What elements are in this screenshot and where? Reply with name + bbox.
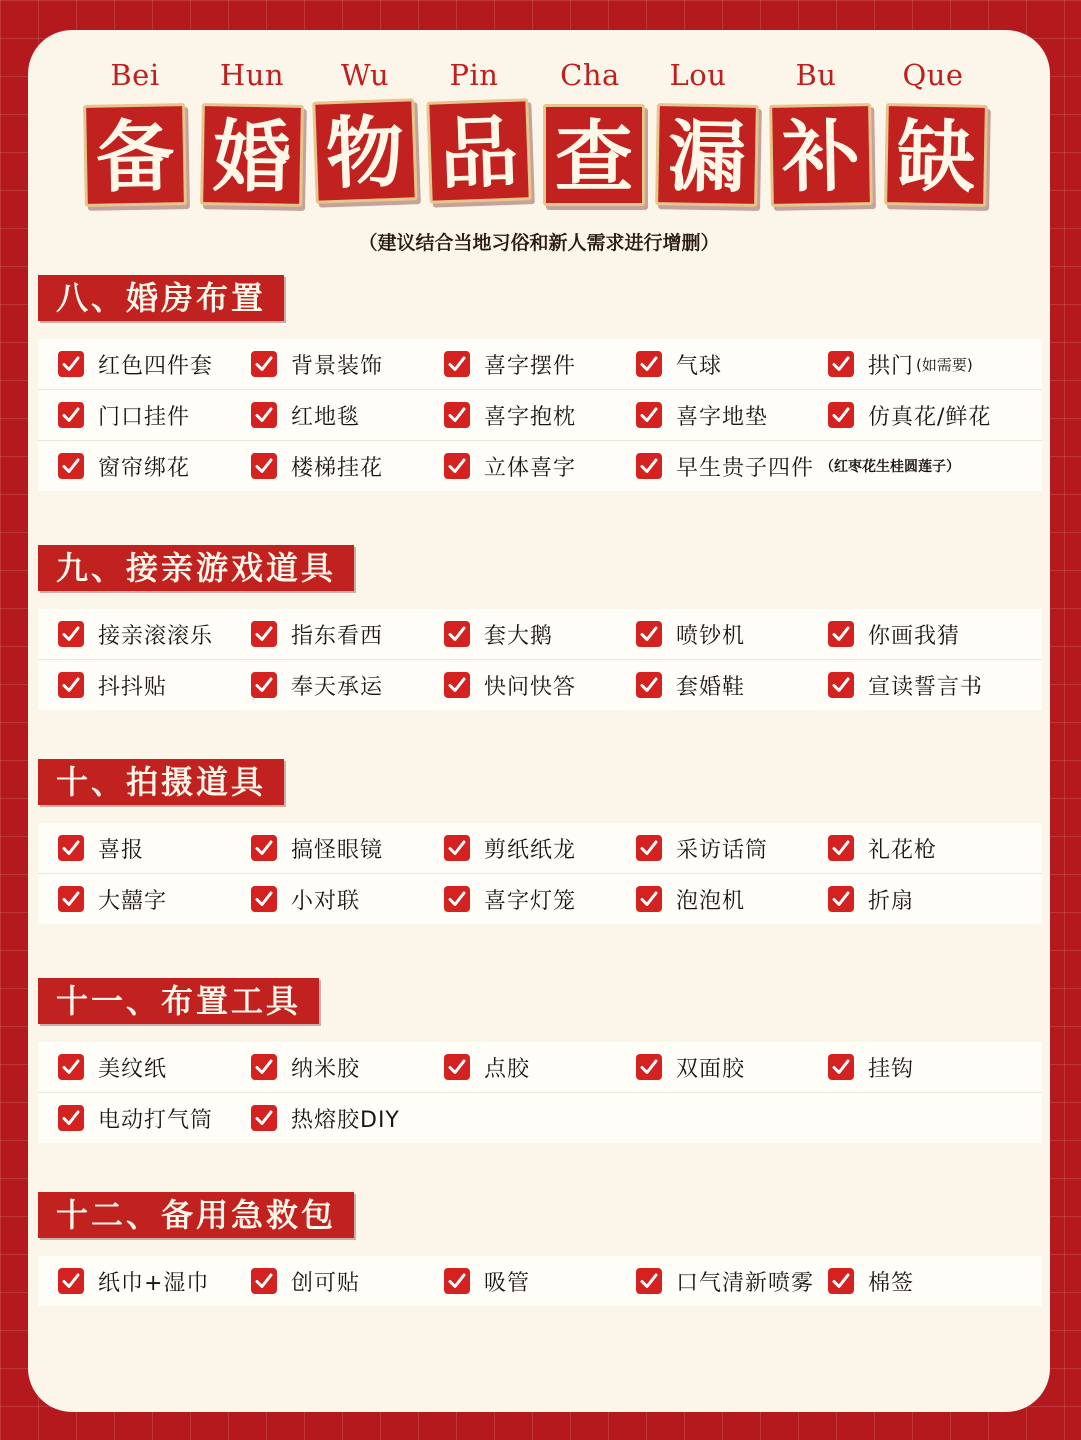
item-label: 电动打气筒 xyxy=(98,1107,214,1133)
item-label: 抖抖贴 xyxy=(98,674,168,700)
checklist-item[interactable] xyxy=(251,1256,360,1306)
checklist-item[interactable] xyxy=(251,874,360,924)
checkbox-checked-icon[interactable] xyxy=(636,621,662,647)
item-label: 美纹纸 xyxy=(98,1056,168,1082)
checkbox-checked-icon[interactable] xyxy=(58,621,84,647)
pinyin-bei: Bei xyxy=(110,58,160,92)
title-char: 婚 xyxy=(200,103,304,207)
checklist-item[interactable] xyxy=(636,390,768,440)
checklist-item[interactable] xyxy=(636,1042,745,1092)
checkbox-checked-icon[interactable] xyxy=(58,453,84,479)
checklist-item[interactable] xyxy=(251,339,383,389)
checkbox-checked-icon[interactable] xyxy=(58,672,84,698)
checkbox-checked-icon[interactable] xyxy=(828,835,854,861)
section-header: 九、接亲游戏道具 xyxy=(38,545,354,591)
checklist-item[interactable] xyxy=(636,823,768,873)
item-label: 宣读誓言书 xyxy=(868,674,984,700)
item-label: 奉天承运 xyxy=(291,674,384,700)
checkbox-checked-icon[interactable] xyxy=(444,351,470,377)
checklist-row xyxy=(38,660,1042,710)
checklist-item[interactable] xyxy=(828,390,991,440)
item-label: 纳米胶 xyxy=(291,1056,361,1082)
title-char: 缺 xyxy=(884,103,988,207)
item-label: 吸管 xyxy=(484,1270,531,1296)
checklist-row xyxy=(38,1042,1042,1093)
checkbox-checked-icon[interactable] xyxy=(444,1268,470,1294)
pinyin-cha: Cha xyxy=(560,58,620,92)
item-label: 剪纸纸龙 xyxy=(484,837,577,863)
item-label: 搞怪眼镜 xyxy=(291,837,384,863)
title-char: 备 xyxy=(83,103,187,207)
item-note: （红枣花生桂圆莲子） xyxy=(820,459,961,475)
checklist-row xyxy=(38,1093,1042,1143)
checklist-item[interactable] xyxy=(636,874,745,924)
checklist-item[interactable] xyxy=(58,1256,209,1306)
item-label: 套大鹅 xyxy=(484,623,554,649)
checkbox-checked-icon[interactable] xyxy=(636,1054,662,1080)
pinyin-wu: Wu xyxy=(340,58,390,92)
checkbox-checked-icon[interactable] xyxy=(251,1054,277,1080)
item-label: 口气清新喷雾 xyxy=(676,1270,815,1296)
item-label: 套婚鞋 xyxy=(676,674,746,700)
checklist-item[interactable] xyxy=(828,1042,914,1092)
checkbox-checked-icon[interactable] xyxy=(251,835,277,861)
checklist-section xyxy=(38,759,1042,924)
checklist-item[interactable] xyxy=(444,609,553,659)
section-rows xyxy=(38,1256,1042,1306)
item-label: 仿真花/鲜花 xyxy=(868,404,992,430)
item-label: 指东看西 xyxy=(291,623,384,649)
item-label: 红地毯 xyxy=(291,404,361,430)
checkbox-checked-icon[interactable] xyxy=(636,351,662,377)
item-label: 双面胶 xyxy=(676,1056,746,1082)
item-label: 点胶 xyxy=(484,1056,531,1082)
checkbox-checked-icon[interactable] xyxy=(636,453,662,479)
checklist-item[interactable] xyxy=(636,660,745,710)
checklist-item[interactable] xyxy=(251,390,360,440)
checkbox-checked-icon[interactable] xyxy=(636,835,662,861)
section-rows xyxy=(38,339,1042,491)
item-label: 喜报 xyxy=(98,837,145,863)
pinyin-pin: Pin xyxy=(449,58,499,92)
title-char: 补 xyxy=(769,103,873,207)
section-header: 八、婚房布置 xyxy=(38,275,284,321)
item-label: 礼花枪 xyxy=(868,837,938,863)
item-label: 快问快答 xyxy=(484,674,577,700)
checklist-item[interactable] xyxy=(251,1042,360,1092)
checkbox-checked-icon[interactable] xyxy=(636,1268,662,1294)
checklist-item[interactable] xyxy=(636,609,745,659)
checkbox-checked-icon[interactable] xyxy=(828,672,854,698)
item-label: 红色四件套 xyxy=(98,353,214,379)
checklist-item[interactable] xyxy=(444,660,576,710)
item-label: 接亲滚滚乐 xyxy=(98,623,214,649)
checkbox-checked-icon[interactable] xyxy=(251,1268,277,1294)
checklist-item[interactable] xyxy=(58,339,213,389)
item-label: 热熔胶DIY xyxy=(291,1107,400,1133)
item-label: 背景装饰 xyxy=(291,353,384,379)
checklist-item[interactable] xyxy=(636,441,960,491)
item-label: 大囍字 xyxy=(98,888,168,914)
checklist-row xyxy=(38,874,1042,924)
checklist-item[interactable] xyxy=(828,609,960,659)
checklist-item[interactable] xyxy=(444,874,576,924)
checkbox-checked-icon[interactable] xyxy=(444,453,470,479)
item-label: 喜字抱枕 xyxy=(484,404,577,430)
item-label: 喷钞机 xyxy=(676,623,746,649)
checkbox-checked-icon[interactable] xyxy=(828,402,854,428)
checklist-item[interactable] xyxy=(58,1093,213,1143)
item-note: (如需要) xyxy=(916,355,973,374)
checklist-item[interactable] xyxy=(58,660,167,710)
checkbox-checked-icon[interactable] xyxy=(58,1268,84,1294)
checkbox-checked-icon[interactable] xyxy=(251,621,277,647)
checkbox-checked-icon[interactable] xyxy=(58,402,84,428)
item-label: 折扇 xyxy=(868,888,915,914)
item-label: 你画我猜 xyxy=(868,623,961,649)
section-header: 十一、布置工具 xyxy=(38,978,319,1024)
checkbox-checked-icon[interactable] xyxy=(444,1054,470,1080)
item-label: 棉签 xyxy=(868,1270,915,1296)
checklist-item[interactable] xyxy=(444,441,576,491)
item-label: 泡泡机 xyxy=(676,888,746,914)
checkbox-checked-icon[interactable] xyxy=(828,886,854,912)
item-label: 创可贴 xyxy=(291,1270,361,1296)
item-label: 采访话筒 xyxy=(676,837,769,863)
checkbox-checked-icon[interactable] xyxy=(251,886,277,912)
checkbox-checked-icon[interactable] xyxy=(251,672,277,698)
checkbox-checked-icon[interactable] xyxy=(828,1054,854,1080)
item-label: 挂钩 xyxy=(868,1056,915,1082)
checklist-item[interactable] xyxy=(58,874,167,924)
checkbox-checked-icon[interactable] xyxy=(58,1105,84,1131)
checkbox-checked-icon[interactable] xyxy=(58,835,84,861)
checklist-item[interactable] xyxy=(58,1042,167,1092)
checkbox-checked-icon[interactable] xyxy=(58,886,84,912)
checkbox-checked-icon[interactable] xyxy=(828,351,854,377)
checklist-item[interactable] xyxy=(636,339,722,389)
checklist-row xyxy=(38,339,1042,390)
checklist-item[interactable] xyxy=(828,339,973,389)
checklist-item[interactable] xyxy=(251,1093,400,1143)
checklist-item[interactable] xyxy=(251,823,383,873)
checklist-item[interactable] xyxy=(58,823,144,873)
checklist-row xyxy=(38,390,1042,441)
checkbox-checked-icon[interactable] xyxy=(251,1105,277,1131)
item-label: 拱门 xyxy=(868,353,915,379)
checklist-section xyxy=(38,978,1042,1143)
checkbox-checked-icon[interactable] xyxy=(251,402,277,428)
checkbox-checked-icon[interactable] xyxy=(58,1054,84,1080)
section-header: 十二、备用急救包 xyxy=(38,1192,354,1238)
checklist-section xyxy=(38,1192,1042,1306)
title-char: 品 xyxy=(426,98,531,203)
checklist-section xyxy=(38,275,1042,491)
checklist-item[interactable] xyxy=(828,660,983,710)
checklist-section xyxy=(38,545,1042,710)
checkbox-checked-icon[interactable] xyxy=(444,621,470,647)
checklist-item[interactable] xyxy=(444,1042,530,1092)
item-label: 立体喜字 xyxy=(484,455,577,481)
checkbox-checked-icon[interactable] xyxy=(636,672,662,698)
checklist-row xyxy=(38,609,1042,660)
section-rows xyxy=(38,823,1042,924)
item-label: 早生贵子四件 xyxy=(676,455,815,481)
checklist-item[interactable] xyxy=(58,390,190,440)
checklist-item[interactable] xyxy=(251,441,383,491)
checklist-item[interactable] xyxy=(58,441,190,491)
section-rows xyxy=(38,1042,1042,1143)
checkbox-checked-icon[interactable] xyxy=(444,835,470,861)
checklist-item[interactable] xyxy=(444,1256,530,1306)
pinyin-hun: Hun xyxy=(219,58,285,92)
item-label: 喜字灯笼 xyxy=(484,888,577,914)
checklist-card xyxy=(28,30,1050,1412)
checklist-item[interactable] xyxy=(636,1256,814,1306)
checklist-item[interactable] xyxy=(251,609,383,659)
checkbox-checked-icon[interactable] xyxy=(444,886,470,912)
checklist-row xyxy=(38,441,1042,491)
checklist-item[interactable] xyxy=(828,823,937,873)
title-char: 查 xyxy=(543,104,645,206)
section-header: 十、拍摄道具 xyxy=(38,759,284,805)
checkbox-checked-icon[interactable] xyxy=(444,402,470,428)
item-label: 楼梯挂花 xyxy=(291,455,384,481)
title-char: 物 xyxy=(312,98,417,203)
checkbox-checked-icon[interactable] xyxy=(828,1268,854,1294)
checkbox-checked-icon[interactable] xyxy=(251,453,277,479)
checklist-item[interactable] xyxy=(251,660,383,710)
pinyin-bu: Bu xyxy=(795,58,837,92)
checkbox-checked-icon[interactable] xyxy=(58,351,84,377)
checkbox-checked-icon[interactable] xyxy=(828,621,854,647)
checklist-item[interactable] xyxy=(444,339,576,389)
item-label: 喜字地垫 xyxy=(676,404,769,430)
item-label: 喜字摆件 xyxy=(484,353,577,379)
item-label: 门口挂件 xyxy=(98,404,191,430)
checklist-row xyxy=(38,823,1042,874)
subtitle: （建议结合当地习俗和新人需求进行增删） xyxy=(358,232,720,254)
checkbox-checked-icon[interactable] xyxy=(251,351,277,377)
checkbox-checked-icon[interactable] xyxy=(636,886,662,912)
checklist-item[interactable] xyxy=(828,874,914,924)
checkbox-checked-icon[interactable] xyxy=(636,402,662,428)
item-label: 小对联 xyxy=(291,888,361,914)
pinyin-lou: Lou xyxy=(669,58,727,92)
pinyin-que: Que xyxy=(902,58,964,92)
section-rows xyxy=(38,609,1042,710)
item-label: 窗帘绑花 xyxy=(98,455,191,481)
checkbox-checked-icon[interactable] xyxy=(444,672,470,698)
checklist-item[interactable] xyxy=(58,609,213,659)
checklist-item[interactable] xyxy=(444,390,576,440)
checklist-item[interactable] xyxy=(828,1256,914,1306)
item-label: 气球 xyxy=(676,353,723,379)
item-label: 纸巾+湿巾 xyxy=(98,1270,210,1296)
title-char: 漏 xyxy=(655,103,759,207)
checklist-row xyxy=(38,1256,1042,1306)
checklist-item[interactable] xyxy=(444,823,576,873)
